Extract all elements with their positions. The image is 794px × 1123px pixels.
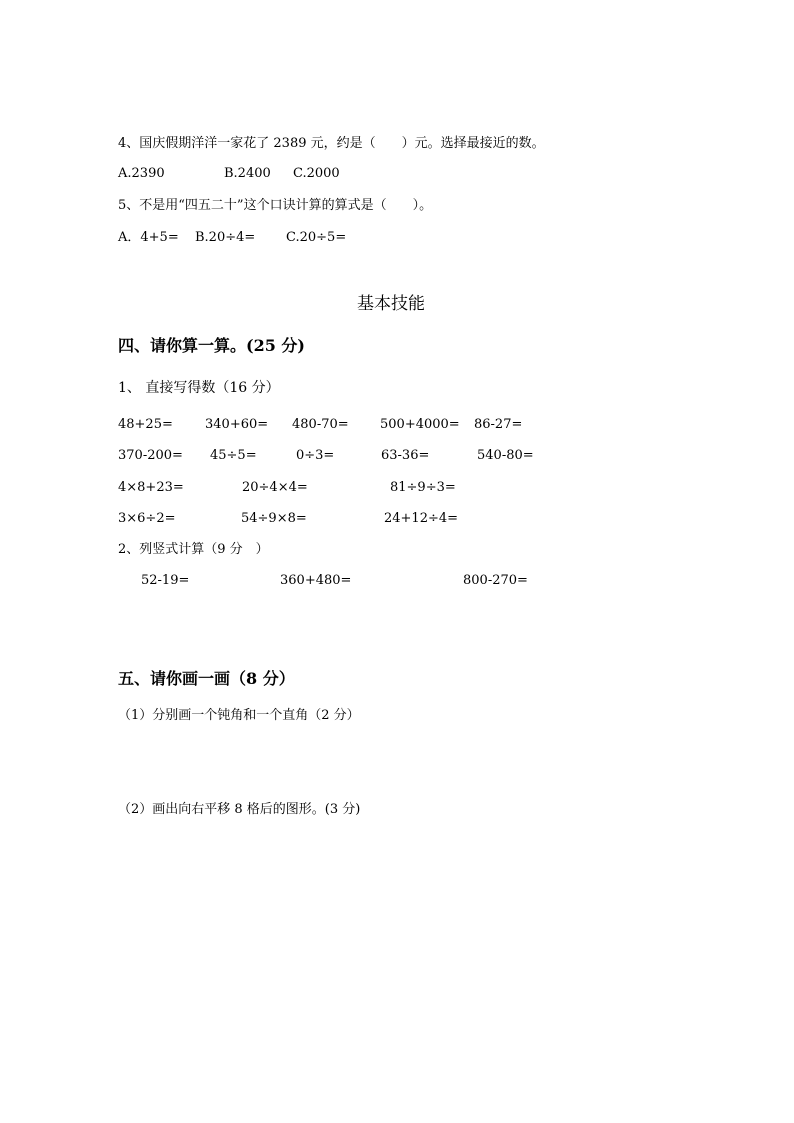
question-5-option-a: A．4+5= bbox=[118, 230, 179, 245]
calc-item: 81÷9÷3= bbox=[390, 480, 456, 495]
calc-item: 63-36= bbox=[381, 448, 430, 463]
part-5-question-1: （1）分别画一个钝角和一个直角（2 分） bbox=[118, 708, 360, 723]
calc-item: 0÷3= bbox=[296, 448, 335, 463]
question-5-option-b: B.20÷4= bbox=[195, 230, 256, 245]
calc-item: 24+12÷4= bbox=[384, 511, 459, 526]
part-5-question-2: （2）画出向右平移 8 格后的图形。(3 分) bbox=[118, 802, 361, 817]
question-4-stem: 4、国庆假期洋洋一家花了 2389 元，约是（ ）元。选择最接近的数。 bbox=[118, 136, 545, 151]
calc-item: 20÷4×4= bbox=[242, 480, 308, 495]
calc-item: 370-200= bbox=[118, 448, 183, 463]
calc-item: 480-70= bbox=[292, 417, 349, 432]
question-5-stem: 5、不是用“四五二十”这个口诀计算的算式是（ ）。 bbox=[118, 198, 433, 213]
calc-item: 45÷5= bbox=[210, 448, 257, 463]
vertical-calc-item: 52-19= bbox=[141, 573, 190, 588]
calc-item: 500+4000= bbox=[380, 417, 460, 432]
question-4-option-a: A.2390 bbox=[118, 166, 165, 181]
calc-item: 4×8+23= bbox=[118, 480, 184, 495]
part-4-sub1-title: 1、 直接写得数（16 分） bbox=[118, 380, 280, 396]
calc-item: 48+25= bbox=[118, 417, 173, 432]
calc-item: 540-80= bbox=[477, 448, 534, 463]
calc-item: 340+60= bbox=[205, 417, 269, 432]
vertical-calc-item: 360+480= bbox=[280, 573, 352, 588]
vertical-calc-item: 800-270= bbox=[463, 573, 528, 588]
question-5-option-c: C.20÷5= bbox=[286, 230, 347, 245]
calc-item: 86-27= bbox=[474, 417, 523, 432]
section-title: 基本技能 bbox=[357, 294, 425, 314]
question-4-option-b: B.2400 bbox=[224, 166, 271, 181]
calc-item: 3×6÷2= bbox=[118, 511, 176, 526]
question-4-option-c: C.2000 bbox=[293, 166, 340, 181]
part-4-sub2-title: 2、列竖式计算（9 分 ） bbox=[118, 542, 269, 557]
calc-item: 54÷9×8= bbox=[241, 511, 307, 526]
part-4-heading: 四、请你算一算。(25 分) bbox=[118, 336, 305, 355]
part-5-heading: 五、请你画一画（8 分） bbox=[118, 669, 295, 688]
